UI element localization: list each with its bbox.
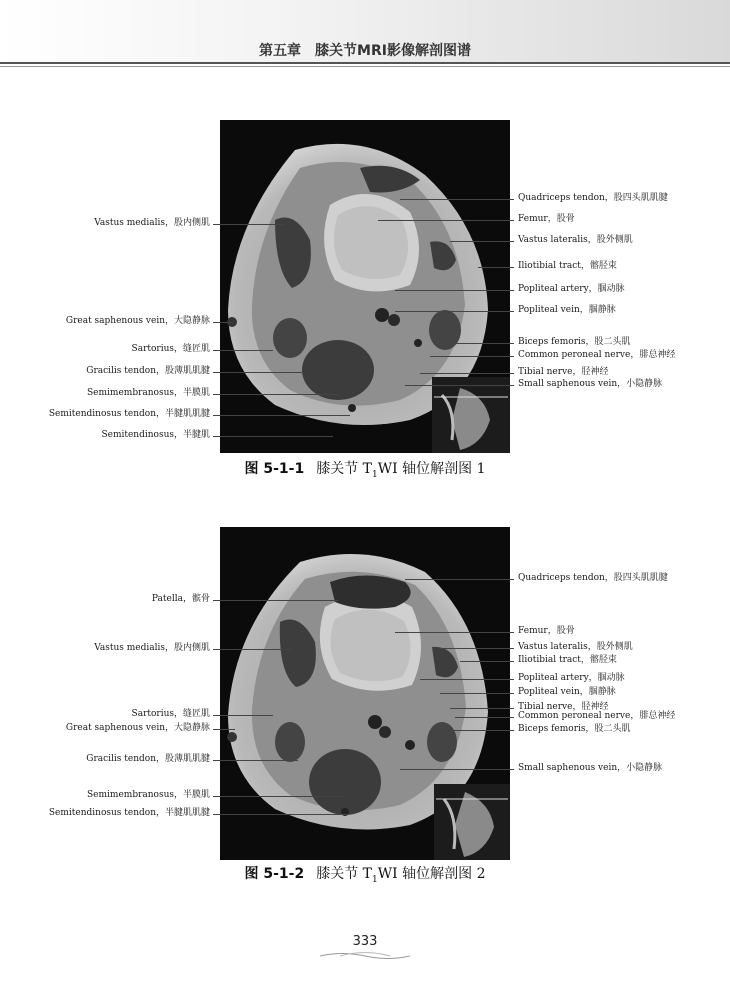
fig1-leader-semitendinosus (213, 436, 333, 437)
fig2-label-small-saphenous-vein: Small saphenous vein，小隐静脉 (518, 763, 663, 773)
fig2-leader-small-saphenous-vein (400, 769, 514, 770)
fig2-leader-femur (395, 632, 514, 633)
fig2-label-vastus-medialis: Vastus medialis，股内侧肌 (94, 643, 210, 653)
figure2-caption-number: 图 5-1-2 (244, 866, 305, 882)
fig1-label-vastus-medialis: Vastus medialis，股内侧肌 (94, 218, 210, 228)
figure1-mri-image (220, 120, 510, 453)
fig2-label-femur: Femur，股骨 (518, 626, 575, 636)
fig2-label-gracilis-tendon: Gracilis tendon，股薄肌肌腱 (86, 754, 210, 764)
fig1-label-vastus-lateralis: Vastus lateralis，股外侧肌 (518, 235, 633, 245)
figure1-caption-number: 图 5-1-1 (244, 461, 305, 477)
fig1-leader-tibial-nerve (420, 373, 514, 374)
page-number: 333 (352, 934, 378, 949)
figure1-caption-sub: 1 (372, 469, 378, 480)
fig2-label-semitendinosus-tendon: Semitendinosus tendon，半腱肌肌腱 (48, 808, 210, 818)
fig1-leader-sartorius (213, 350, 273, 351)
fig1-label-sartorius: Sartorius，缝匠肌 (131, 344, 210, 354)
fig1-leader-iliotibial-tract (478, 267, 514, 268)
fig1-label-popliteal-artery: Popliteal artery，腘动脉 (518, 284, 625, 294)
fig1-leader-popliteal-vein (395, 311, 514, 312)
fig1-leader-gracilis-tendon (213, 372, 303, 373)
fig2-label-semimembranosus: Semimembranosus，半膜肌 (87, 790, 210, 800)
fig1-label-iliotibial-tract: Iliotibial tract，髂胫束 (518, 261, 617, 271)
footer-ornament-icon (320, 950, 410, 962)
fig1-label-small-saphenous-vein: Small saphenous vein，小隐静脉 (518, 379, 663, 389)
fig2-label-biceps-femoris: Biceps femoris，股二头肌 (518, 724, 631, 734)
fig1-leader-great-saphenous-vein (213, 322, 233, 323)
fig2-label-popliteal-artery: Popliteal artery，腘动脉 (518, 673, 625, 683)
fig2-leader-semitendinosus-tendon (213, 814, 348, 815)
figure1-caption (0, 460, 730, 484)
figure1-caption-post: WI 轴位解剖图 1 (377, 461, 486, 477)
fig1-leader-popliteal-artery (395, 290, 514, 291)
fig1-leader-vastus-lateralis (450, 241, 514, 242)
fig1-label-femur: Femur，股骨 (518, 214, 575, 224)
fig2-leader-great-saphenous-vein (213, 729, 235, 730)
fig2-leader-biceps-femoris (448, 730, 514, 731)
figure2-caption (0, 865, 730, 889)
fig1-label-semitendinosus: Semitendinosus，半腱肌 (101, 430, 210, 440)
chapter-title: 第五章 膝关节MRI影像解剖图谱 (259, 43, 471, 59)
fig1-label-popliteal-vein: Popliteal vein，腘静脉 (518, 305, 616, 315)
fig1-label-tibial-nerve: Tibial nerve，胫神经 (518, 367, 609, 377)
fig2-leader-gracilis-tendon (213, 760, 298, 761)
fig1-label-semimembranosus: Semimembranosus，半膜肌 (87, 388, 210, 398)
fig1-label-quadriceps-tendon: Quadriceps tendon，股四头肌肌腱 (518, 193, 668, 203)
fig2-label-common-peroneal-nerve: Common peroneal nerve，腓总神经 (518, 711, 676, 721)
figure2-caption-post: WI 轴位解剖图 2 (377, 866, 486, 882)
figure2-caption-sub: 1 (372, 874, 378, 885)
fig1-label-great-saphenous-vein: Great saphenous vein，大隐静脉 (65, 316, 210, 326)
figure2-caption-pre: 膝关节 T (316, 866, 373, 882)
fig2-leader-quadriceps-tendon (405, 579, 514, 580)
fig1-leader-biceps-femoris (455, 343, 514, 344)
fig2-label-patella: Patella，髌骨 (151, 594, 210, 604)
figure1-caption-pre: 膝关节 T (316, 461, 373, 477)
fig2-leader-vastus-lateralis (440, 648, 514, 649)
fig2-leader-patella (213, 600, 338, 601)
fig2-label-iliotibial-tract: Iliotibial tract，髂胫束 (518, 655, 617, 665)
fig2-label-tibial-nerve: Tibial nerve，胫神经 (518, 702, 609, 712)
fig2-leader-popliteal-vein (440, 693, 514, 694)
fig1-leader-semimembranosus (213, 394, 338, 395)
fig2-leader-sartorius (213, 715, 273, 716)
fig1-label-semitendinosus-tendon: Semitendinosus tendon，半腱肌肌腱 (48, 409, 210, 419)
fig2-leader-iliotibial-tract (460, 661, 514, 662)
fig1-leader-quadriceps-tendon (400, 199, 514, 200)
header-rule-thin (0, 66, 730, 67)
fig2-leader-common-peroneal-nerve (455, 717, 514, 718)
header-rule (0, 62, 730, 64)
fig1-label-common-peroneal-nerve: Common peroneal nerve，腓总神经 (518, 350, 676, 360)
fig1-label-biceps-femoris: Biceps femoris，股二头肌 (518, 337, 631, 347)
fig2-leader-tibial-nerve (450, 708, 514, 709)
fig2-label-great-saphenous-vein: Great saphenous vein，大隐静脉 (65, 723, 210, 733)
fig2-leader-vastus-medialis (213, 649, 291, 650)
fig2-label-popliteal-vein: Popliteal vein，腘静脉 (518, 687, 616, 697)
fig1-leader-femur (378, 220, 514, 221)
fig2-leader-semimembranosus (213, 796, 343, 797)
fig1-leader-small-saphenous-vein (405, 385, 514, 386)
fig2-label-vastus-lateralis: Vastus lateralis，股外侧肌 (518, 642, 633, 652)
fig2-leader-popliteal-artery (420, 679, 514, 680)
fig1-label-gracilis-tendon: Gracilis tendon，股薄肌肌腱 (86, 366, 210, 376)
figure1-mri-svg (220, 120, 510, 453)
fig1-leader-common-peroneal-nerve (430, 356, 514, 357)
fig2-label-sartorius: Sartorius，缝匠肌 (131, 709, 210, 719)
fig2-label-quadriceps-tendon: Quadriceps tendon，股四头肌肌腱 (518, 573, 668, 583)
fig1-leader-vastus-medialis (213, 224, 283, 225)
fig1-leader-semitendinosus-tendon (213, 415, 350, 416)
